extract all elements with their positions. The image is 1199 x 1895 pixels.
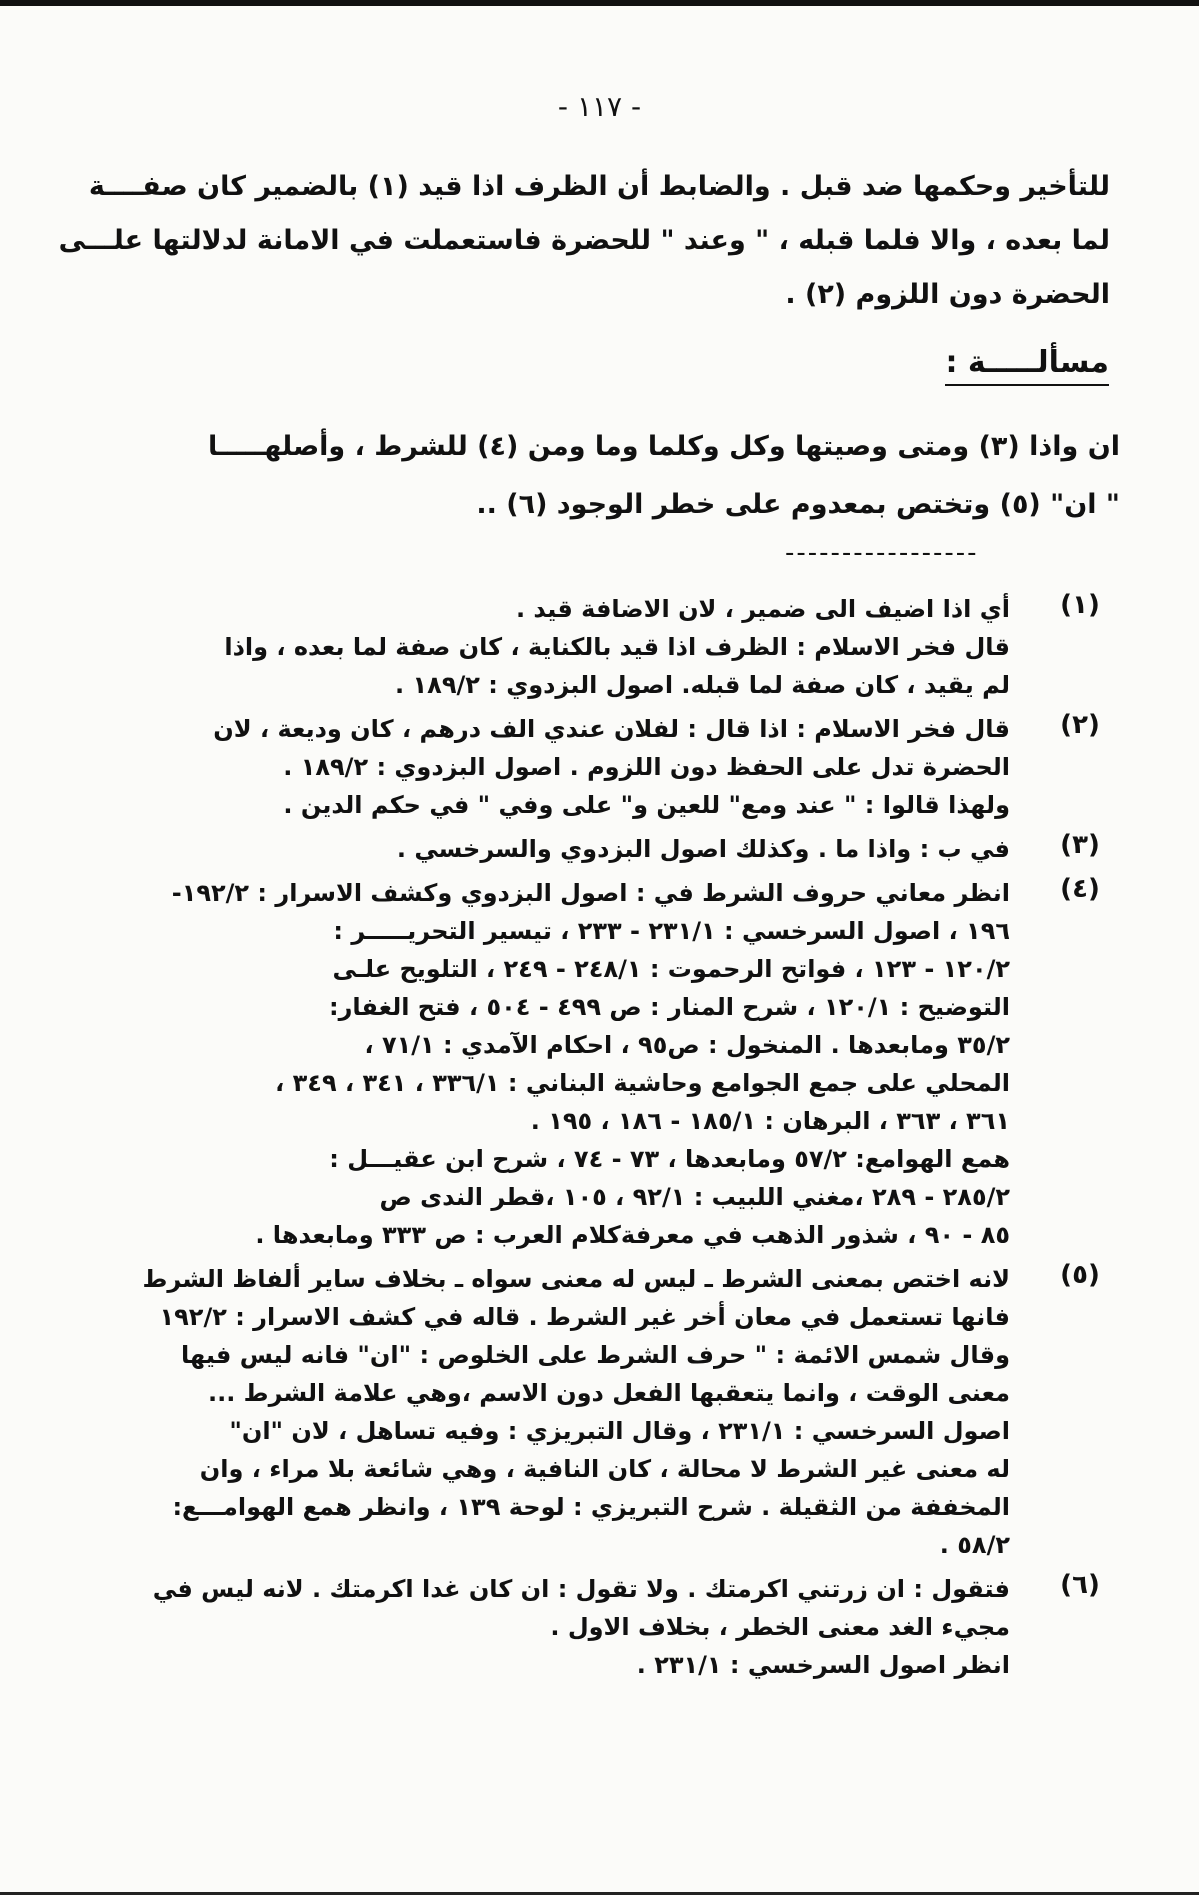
footnote-number: (٦) [1060,1570,1100,1600]
footnote-line: ٨٥ - ٩٠ ، شذور الذهب في معرفةكلام العرب : ص ٣٣٣ ومابعدها . [255,1221,1010,1249]
footnote-line: أي اذا اضيف الى ضمير ، لان الاضافة قيد . [515,595,1010,623]
footnote-number: (٥) [1060,1260,1100,1290]
footnote-line: لم يقيد ، كان صفة لما قبله. اصول البزدوي : ١٨٩/٢ . [395,671,1010,699]
paragraph-line: " ان" (٥) وتختص بمعدوم على خطر الوجود (٦) .. [476,489,1120,520]
footnote-5 [120,1260,1120,1564]
footnote-line: ولهذا قالوا : " عند ومع" للعين و" على وفي " في حكم الدين . [283,791,1010,819]
page-number: - ١١٧ - [557,90,642,123]
footnote-line: ٣٥/٢ ومابعدها . المنخول : ص٩٥ ، احكام الآمدي : ٧١/١ ، [364,1031,1010,1059]
footnotes [120,590,1120,1690]
footnote-line: فانها تستعمل في معان أخر غير الشرط . قاله في كشف الاسرار : ١٩٢/٢ [159,1303,1010,1331]
footnote-1 [120,590,1120,704]
scan-top-border [0,0,1199,6]
footnote-line: له معنى غير الشرط لا محالة ، كان النافية ، وهي شائعة بلا مراء ، وان [199,1455,1010,1483]
footnote-line: اصول السرخسي : ٢٣١/١ ، وقال التبريزي : وفيه تساهل ، لان "ان" [229,1417,1010,1445]
footnote-divider: ----------------- [785,538,979,568]
footnote-4 [120,874,1120,1254]
footnote-line: الحضرة تدل على الحفظ دون اللزوم . اصول البزدوي : ١٨٩/٢ . [283,753,1010,781]
footnote-line: وقال شمس الائمة : " حرف الشرط على الخلوص : "ان" فانه ليس فيها [180,1341,1010,1369]
footnote-line: انظر معاني حروف الشرط في : اصول البزدوي وكشف الاسرار : ١٩٢/٢- [171,879,1010,907]
footnote-line: ٣٦١ ، ٣٦٣ ، البرهان : ١٨٥/١ - ١٨٦ ، ١٩٥ . [530,1107,1010,1135]
footnote-number: (٢) [1060,710,1100,740]
footnote-number: (٤) [1060,874,1100,904]
footnote-line: ١٢٠/٢ - ١٢٣ ، فواتح الرحموت : ٢٤٨/١ - ٢٤٩ ، التلويح علـى [332,955,1010,983]
footnote-line: قال فخر الاسلام : اذا قال : لفلان عندي الف درهم ، كان وديعة ، لان [213,715,1010,743]
footnote-line: ٥٨/٢ . [939,1531,1010,1559]
footnote-line: همع الهوامع: ٥٧/٢ ومابعدها ، ٧٣ - ٧٤ ، شرح ابن عقيـــل : [329,1145,1010,1173]
paragraph-line: لما بعده ، والا فلما قبله ، " وعند " للحضرة فاستعملت في الامانة لدلالتها علـــى [58,225,1110,256]
paragraph-line: للتأخير وحكمها ضد قبل . والضابط أن الظرف اذا قيد (١) بالضمير كان صفــــة [88,171,1110,202]
footnote-line: مجيء الغد معنى الخطر ، بخلاف الاول . [550,1613,1010,1641]
footnote-line: لانه اختص بمعنى الشرط ـ ليس له معنى سواه ـ بخلاف ساير ألفاظ الشرط [142,1265,1010,1293]
footnote-line: ٢٨٥/٢ - ٢٨٩ ،مغني اللبيب : ٩٢/١ ، ١٠٥ ،قطر الندى ص [379,1183,1010,1211]
footnote-line: انظر اصول السرخسي : ٢٣١/١ . [636,1651,1010,1679]
footnote-line: قال فخر الاسلام : الظرف اذا قيد بالكناية ، كان صفة لما بعده ، واذا [224,633,1010,661]
main-paragraph-1 [58,160,1110,322]
footnote-line: المخففة من الثقيلة . شرح التبريزي : لوحة ١٣٩ ، وانظر همع الهوامـــع: [172,1493,1010,1521]
paragraph-line: الحضرة دون اللزوم (٢) . [785,279,1110,310]
footnote-line: التوضيح : ١٢٠/١ ، شرح المنار : ص ٤٩٩ - ٥٠٤ ، فتح الغفار: [328,993,1010,1021]
footnote-6 [120,1570,1120,1684]
paragraph-line: ان واذا (٣) ومتى وصيتها وكل وكلما وما ومن (٤) للشرط ، وأصلهـــــا [207,431,1120,462]
footnote-number: (٣) [1060,830,1100,860]
footnote-line: في ب : واذا ما . وكذلك اصول البزدوي والسرخسي . [396,835,1010,863]
footnote-line: ١٩٦ ، اصول السرخسي : ٢٣١/١ - ٢٣٣ ، تيسير التحريـــــر : [333,917,1010,945]
footnote-line: معنى الوقت ، وانما يتعقبها الفعل دون الاسم ،وهي علامة الشرط ... [207,1379,1010,1407]
main-paragraph-2 [140,418,1120,534]
footnote-line: المحلي على جمع الجوامع وحاشية البناني : ٣٣٦/١ ، ٣٤١ ، ٣٤٩ ، [275,1069,1010,1097]
section-heading: مسألـــــة : [945,345,1109,386]
footnote-number: (١) [1060,590,1100,620]
footnote-line: فتقول : ان زرتني اكرمتك . ولا تقول : ان كان غدا اكرمتك . لانه ليس في [152,1575,1010,1603]
footnote-3 [120,830,1120,868]
footnote-2 [120,710,1120,824]
